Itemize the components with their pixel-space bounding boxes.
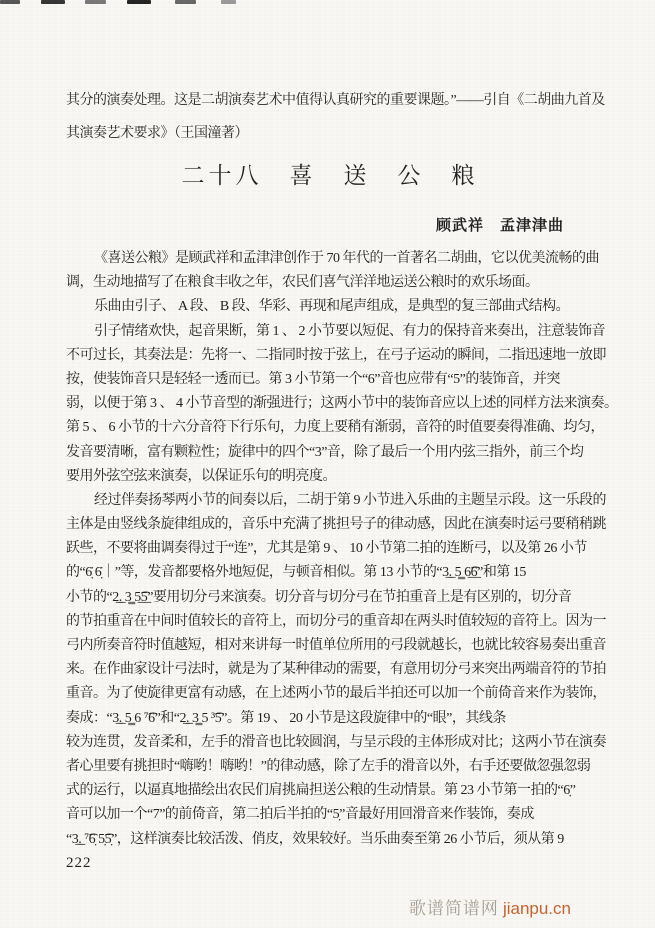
text-line: 第 5 、 6 小节的十六分音符下行乐句，力度上要稍有渐弱，音符的时值要奏得准确、均匀， [66,420,604,436]
text-line: 式的运行，以逼真地描绘出农民们肩挑扁担送公粮的生动情景。第 23 小节第一拍的“6̣” [66,783,576,799]
text-line: 《喜送公粮》是顾武祥和孟津津创作于 70 年代的一首著名二胡曲，它以优美流畅的曲 [94,251,599,266]
text-line: 跃些，不要将曲调奏得过于“连”，尤其是第 9 、 10 小节第二拍的连断弓，以及第 26 小节 [66,541,587,557]
text-line: 的“6̣̇ 6̣̇｜”等，发音都要格外地短促，与顿音相似。第 13 小节的“3̲.̲ 5̳ 6̲͡6̲”和第 15 [66,565,526,581]
text-line: 较为连贯，发音柔和，左手的滑音也比较圆润，与呈示段的主体形成对比；这两小节在演奏 [66,734,606,750]
text-line: 者心里要有挑担时“嗨哟！嗨哟！”的律动感，除了左手的滑音以外，右手还要做忽强忽弱 [66,758,591,774]
scan-artifact-mark [127,0,151,4]
text-line: 引子情绪欢快，起音果断，第 1 、 2 小节要以短促、有力的保持音来奏出，注意装饰音 [94,323,605,339]
intro-paragraph [66,84,605,150]
watermark-site-name: 歌谱简谱网 [408,899,499,918]
text-line: 小节的“2̲.̲ 3̳ 5̲͡5̲”要用切分弓来演奏。切分音与切分弓在节拍重音上是有区别的，切分音 [66,589,572,605]
composer-credit: 顾武祥 孟津津曲 [435,218,564,234]
text-line: 要用外弦空弦来演奏，以保证乐句的明亮度。 [66,468,336,484]
text-line: 不可过长，其奏法是：先将一、二指同时按于弦上，在弓子运动的瞬间，二指迅速地一放即 [66,347,606,363]
text-line: 乐曲由引子、 A 段、 B 段、华彩、再现和尾声组成，是典型的复三部曲式结构。 [94,299,570,315]
scan-artifact-mark [221,0,236,4]
scan-artifact-mark [85,0,106,4]
chapter-title: 二十八 喜 送 公 粮 [181,163,479,188]
page-number: 222 [66,854,92,871]
text-line: 音可以加一个“7”的前倚音，第二拍后半拍的“5̣”音最好用回滑音来作装饰，奏成 [66,807,534,823]
watermark-site-url: jianpu.cn [502,899,571,918]
text-line: 奏成：“3̲.̲ 5̳ 6 ⁷͡6”和“2̲.̲ 3̳ 5 ³͡5”。第 19 、 20 小节是这段旋律中的“眼”，其线条 [66,710,506,726]
text-line: “3̲.̲ ⁷͡6̣ 5̣͡5̣”，这样演奏比较活泼、俏皮，效果较好。当乐曲奏至第 26 小节后，须从第 9 [66,831,564,847]
text-line: 调，生动地描写了在粮食丰收之年，农民们喜气洋洋地运送公粮时的欢乐场面。 [66,275,539,291]
text-line: 弱，以便于第 3 、 4 小节音型的渐强进行；这两小节中的装饰音应以上述的同样方法来演奏。 [66,396,618,412]
text-line: 重音。为了使旋律更富有动感，在上述两小节的最后半拍还可以加一个前倚音来作为装饰， [66,686,606,702]
text-line: 经过伴奏扬琴两小节的间奏以后，二胡于第 9 小节进入乐曲的主题呈示段。这一乐段的 [94,492,606,508]
page-content [66,84,618,872]
text-line: 主体是由竖线条旋律组成的，音乐中充满了挑担号子的律动感，因此在演奏时运弓要稍稍跳 [66,517,606,533]
text-line: 弓内所奏音符时值越短，相对来讲每一时值单位所用的弓段就越长，也就比较容易奏出重音 [66,638,606,653]
text-line: 发音要清晰，富有颗粒性；旋律中的四个“3”音，除了最后一个用内弦三指外，前三个均 [66,444,584,460]
body-text [66,247,618,852]
text-line: 的节拍重音在中间时值较长的音符上，而切分弓的重音却在两头时值较短的音符上。因为一 [66,613,606,629]
scan-artifact-mark [175,0,196,4]
scan-artifact-mark [41,0,65,4]
text-line: 其演奏艺术要求》（王国潼著） [66,126,248,141]
scan-artifact-mark [0,0,20,4]
text-line: 来。在作曲家设计弓法时，就是为了某种律动的需要，有意用切分弓来突出两端音符的节拍 [66,662,606,678]
text-line: 按，使装饰音只是轻轻一透而已。第 3 小节第一个“6”音也应带有“5”的装饰音，并突 [66,371,560,387]
watermark [409,894,571,919]
text-line: 其分的演奏处理。这是二胡演奏艺术中值得认真研究的重要课题。”——引自《二胡曲九首及 [66,93,605,108]
